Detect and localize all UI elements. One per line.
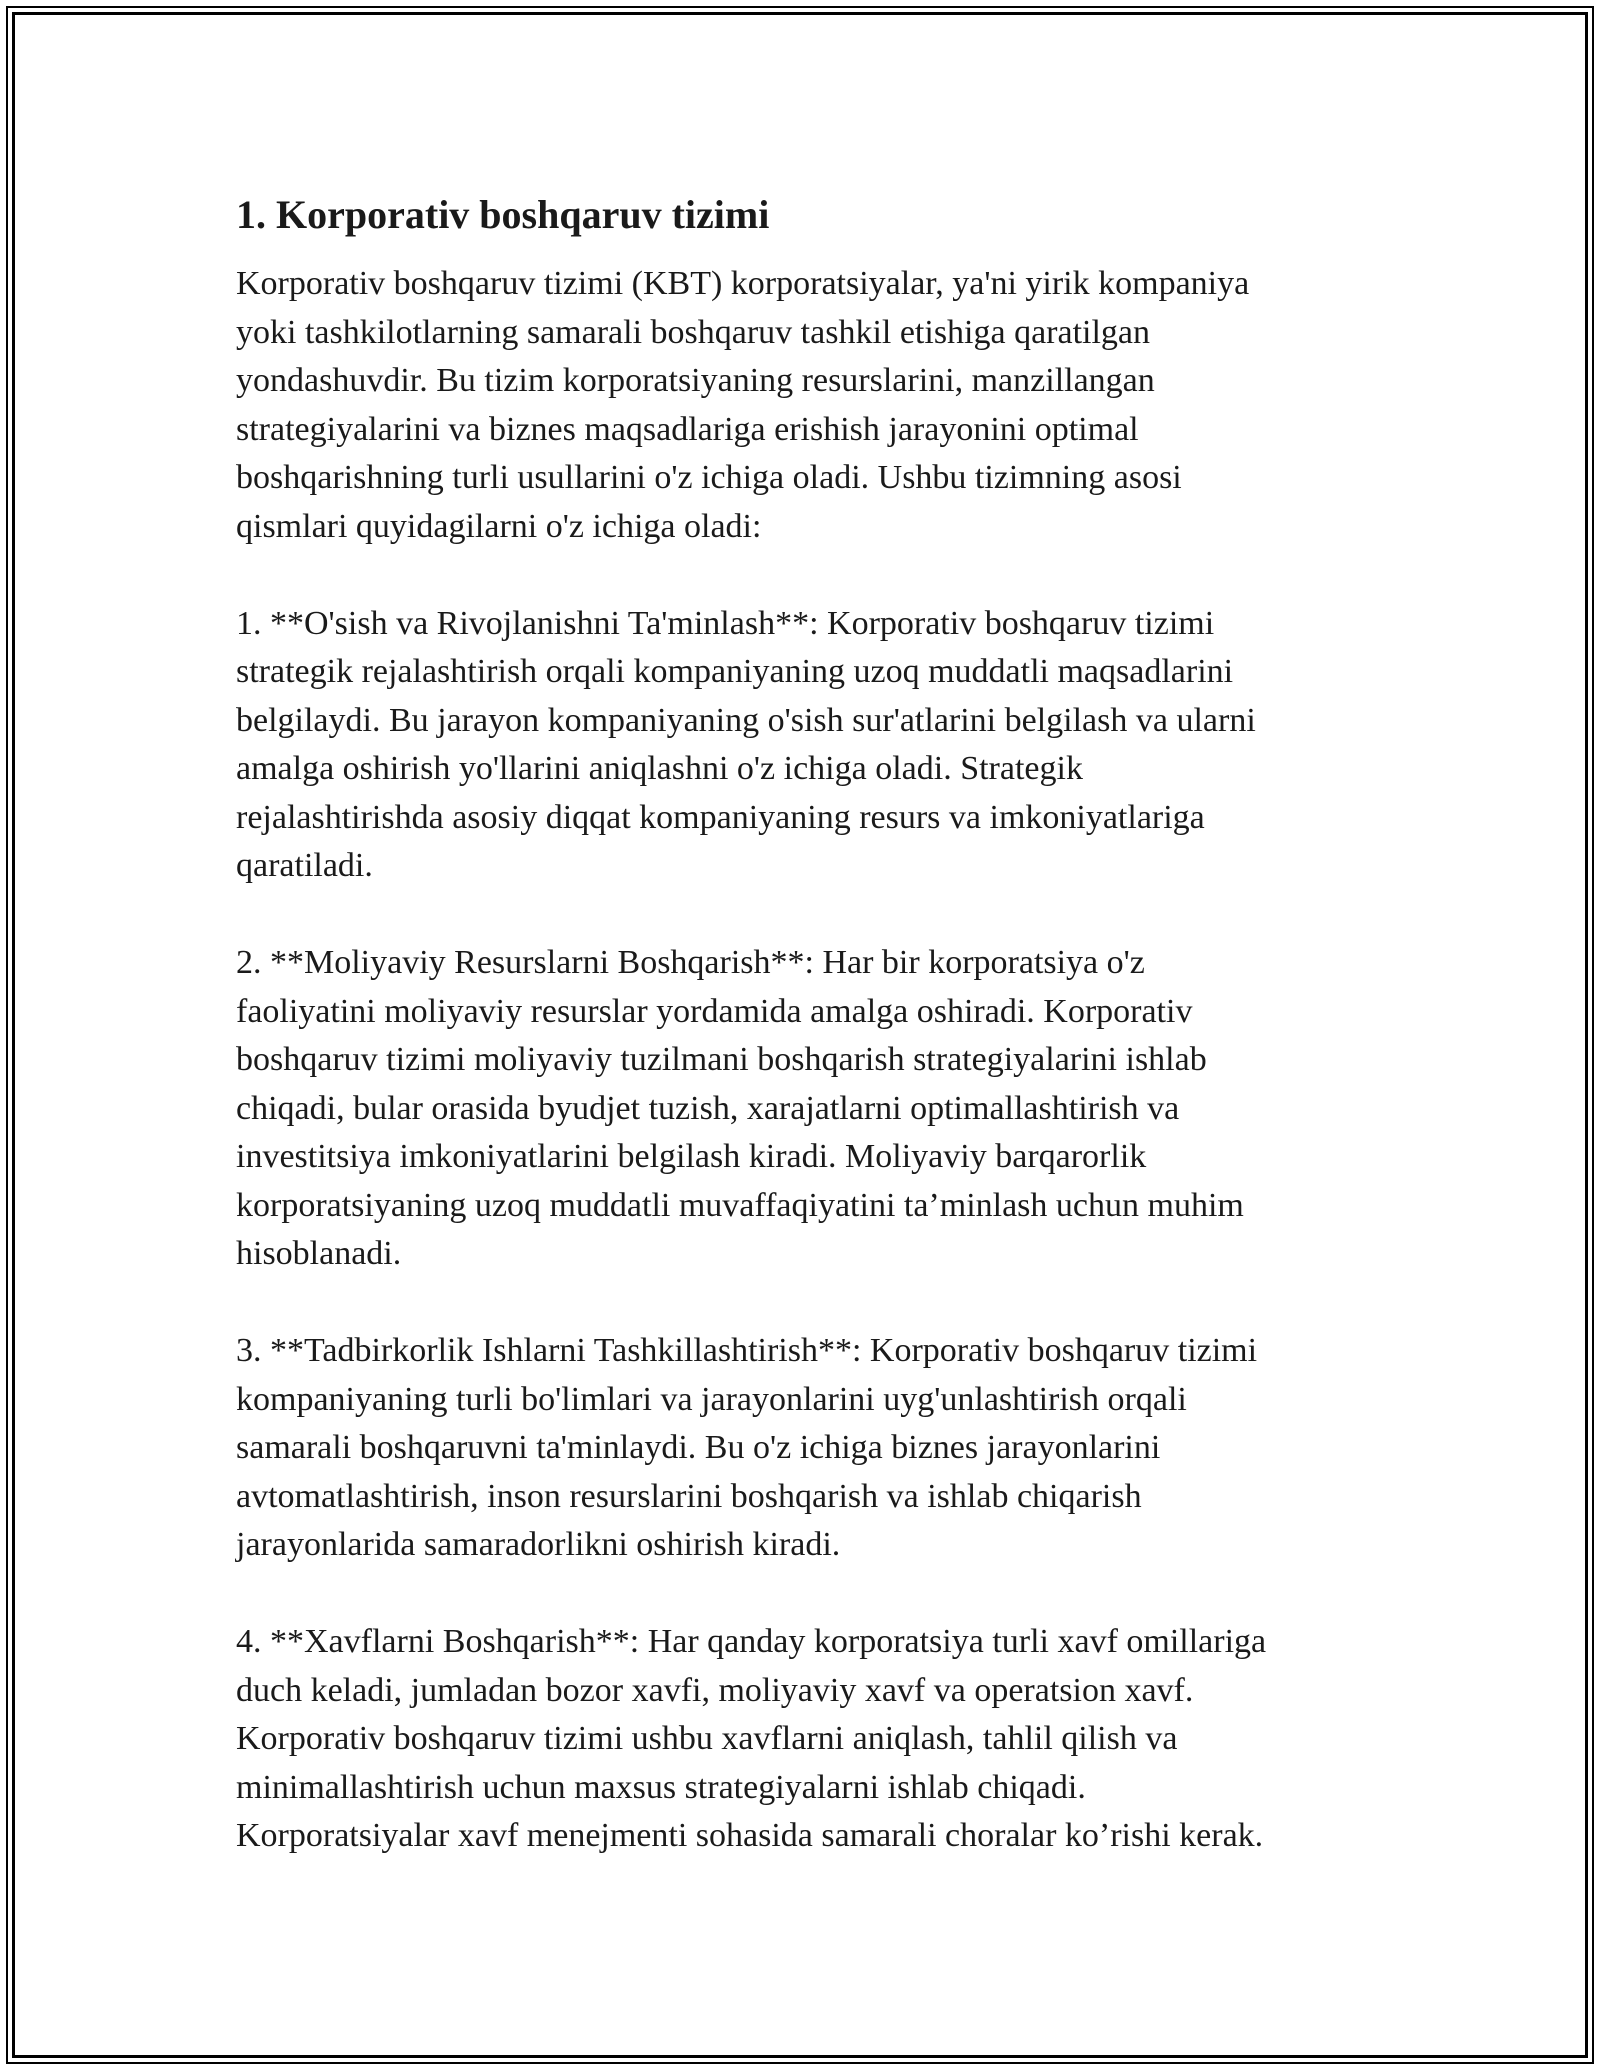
list-item-1 bbox=[236, 600, 1396, 891]
document-body bbox=[236, 188, 1396, 1861]
text-line: korporatsiyaning uzoq muddatli muvaffaqiyatini ta’minlash uchun muhim bbox=[236, 1186, 1244, 1224]
text-line: boshqaruv tizimi moliyaviy tuzilmani boshqarish strategiyalarini ishlab bbox=[236, 1041, 1207, 1078]
text-line: boshqarishning turli usullarini o'z ichiga oladi. Ushbu tizimning asosi bbox=[236, 459, 1182, 496]
text-line: duch keladi, jumladan bozor xavfi, moliyaviy xavf va operatsion xavf. bbox=[236, 1671, 1194, 1709]
text-line: rejalashtirishda asosiy diqqat kompaniyaning resurs va imkoniyatlariga bbox=[236, 798, 1205, 836]
text-line: investitsiya imkoniyatlarini belgilash kiradi. Moliyaviy barqarorlik bbox=[236, 1138, 1147, 1175]
list-item-2 bbox=[236, 939, 1396, 1279]
list-item-4 bbox=[236, 1618, 1396, 1861]
text-line: avtomatlashtirish, inson resurslarini boshqarish va ishlab chiqarish bbox=[236, 1477, 1142, 1515]
text-line: belgilaydi. Bu jarayon kompaniyaning o'sish sur'atlarini belgilash va ularni bbox=[236, 701, 1256, 739]
text-line: jarayonlarida samaradorlikni oshirish kiradi. bbox=[236, 1526, 841, 1563]
text-line: hisoblanadi. bbox=[236, 1235, 402, 1272]
text-line: yondashuvdir. Bu tizim korporatsiyaning resurslarini, manzillangan bbox=[236, 362, 1155, 399]
text-line: 1. **O'sish va Rivojlanishni Ta'minlash**: Korporativ boshqaruv tizimi bbox=[236, 604, 1215, 642]
text-line: 3. **Tadbirkorlik Ishlarni Tashkillashtirish**: Korporativ boshqaruv tizimi bbox=[236, 1332, 1258, 1369]
text-line: Korporativ boshqaruv tizimi ushbu xavflarni aniqlash, tahlil qilish va bbox=[236, 1720, 1178, 1757]
text-line: qismlari quyidagilarni o'z ichiga oladi: bbox=[236, 507, 762, 545]
list-item-3 bbox=[236, 1327, 1396, 1570]
section-heading: 1. Korporativ boshqaruv tizimi bbox=[236, 192, 770, 237]
intro-paragraph bbox=[236, 260, 1396, 551]
text-line: kompaniyaning turli bo'limlari va jarayonlarini uyg'unlashtirish orqali bbox=[236, 1380, 1187, 1418]
text-line: Korporatsiyalar xavf menejmenti sohasida samarali choralar ko’rishi kerak. bbox=[236, 1817, 1264, 1854]
text-line: faoliyatini moliyaviy resurslar yordamida amalga oshiradi. Korporativ bbox=[236, 992, 1193, 1030]
text-line: amalga oshirish yo'llarini aniqlashni o'z ichiga oladi. Strategik bbox=[236, 750, 1083, 787]
text-line: chiqadi, bular orasida byudjet tuzish, xarajatlarni optimallashtirish va bbox=[236, 1089, 1180, 1127]
text-line: minimallashtirish uchun maxsus strategiyalarni ishlab chiqadi. bbox=[236, 1768, 1086, 1806]
text-line: strategiyalarini va biznes maqsadlariga erishish jarayonini optimal bbox=[236, 410, 1139, 448]
text-line: 4. **Xavflarni Boshqarish**: Har qanday korporatsiya turli xavf omillariga bbox=[236, 1623, 1267, 1660]
text-line: 2. **Moliyaviy Resurslarni Boshqarish**: Har bir korporatsiya o'z bbox=[236, 944, 1145, 981]
text-line: Korporativ boshqaruv tizimi (KBT) korporatsiyalar, ya'ni yirik kompaniya bbox=[236, 265, 1250, 302]
text-line: yoki tashkilotlarning samarali boshqaruv tashkil etishiga qaratilgan bbox=[236, 313, 1151, 351]
text-line: qaratiladi. bbox=[236, 847, 373, 884]
text-line: samarali boshqaruvni ta'minlaydi. Bu o'z ichiga biznes jarayonlarini bbox=[236, 1429, 1161, 1466]
text-line: strategik rejalashtirish orqali kompaniyaning uzoq muddatli maqsadlarini bbox=[236, 653, 1234, 690]
